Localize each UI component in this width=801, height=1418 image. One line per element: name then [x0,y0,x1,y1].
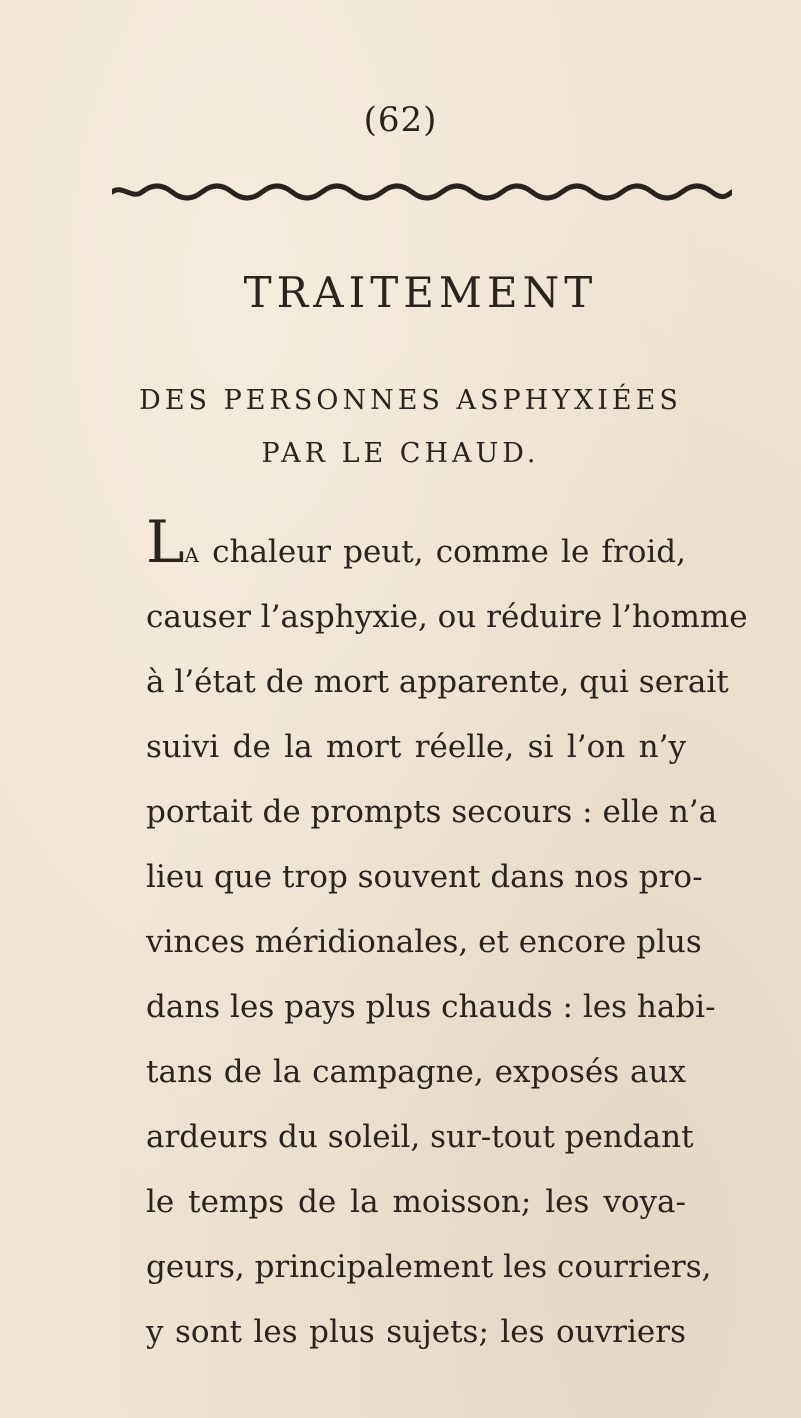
drop-cap: L [146,508,185,576]
text-line: tans de la campagne, exposés aux [146,1054,686,1090]
text-line: portait de prompts secours : elle n’a [146,794,718,830]
first-line-text: chaleur peut, comme le froid, [212,534,687,570]
text-line: y sont les plus sujets; les ouvriers [146,1314,686,1350]
text-line: lieu que trop souvent dans nos pro- [146,859,703,895]
decorative-rule-icon [112,178,732,208]
chapter-subtitle-line1: DES PERSONNES ASPHYXIÉES [139,385,682,416]
text-line: geurs, principalement les courriers, [146,1249,712,1285]
text-line: ardeurs du soleil, sur-tout pendant [146,1119,694,1155]
text-line: vinces méridionales, et encore plus [146,924,702,960]
text-line: dans les pays plus chauds : les habi- [146,989,716,1025]
text-line [146,508,687,585]
text-line: le temps de la moisson; les voya- [146,1184,686,1220]
chapter-subtitle-line2: PAR LE CHAUD. [261,438,540,469]
text-line: à l’état de mort apparente, qui serait [146,664,729,700]
page-number: (62) [363,100,438,140]
body-paragraph [146,508,748,1365]
text-line: causer l’asphyxie, ou réduire l’homme [146,599,748,635]
text-line: suivi de la mort réelle, si l’on n’y [146,729,686,765]
drop-cap-tail: A [184,543,200,567]
chapter-title: TRAITEMENT [243,268,598,317]
